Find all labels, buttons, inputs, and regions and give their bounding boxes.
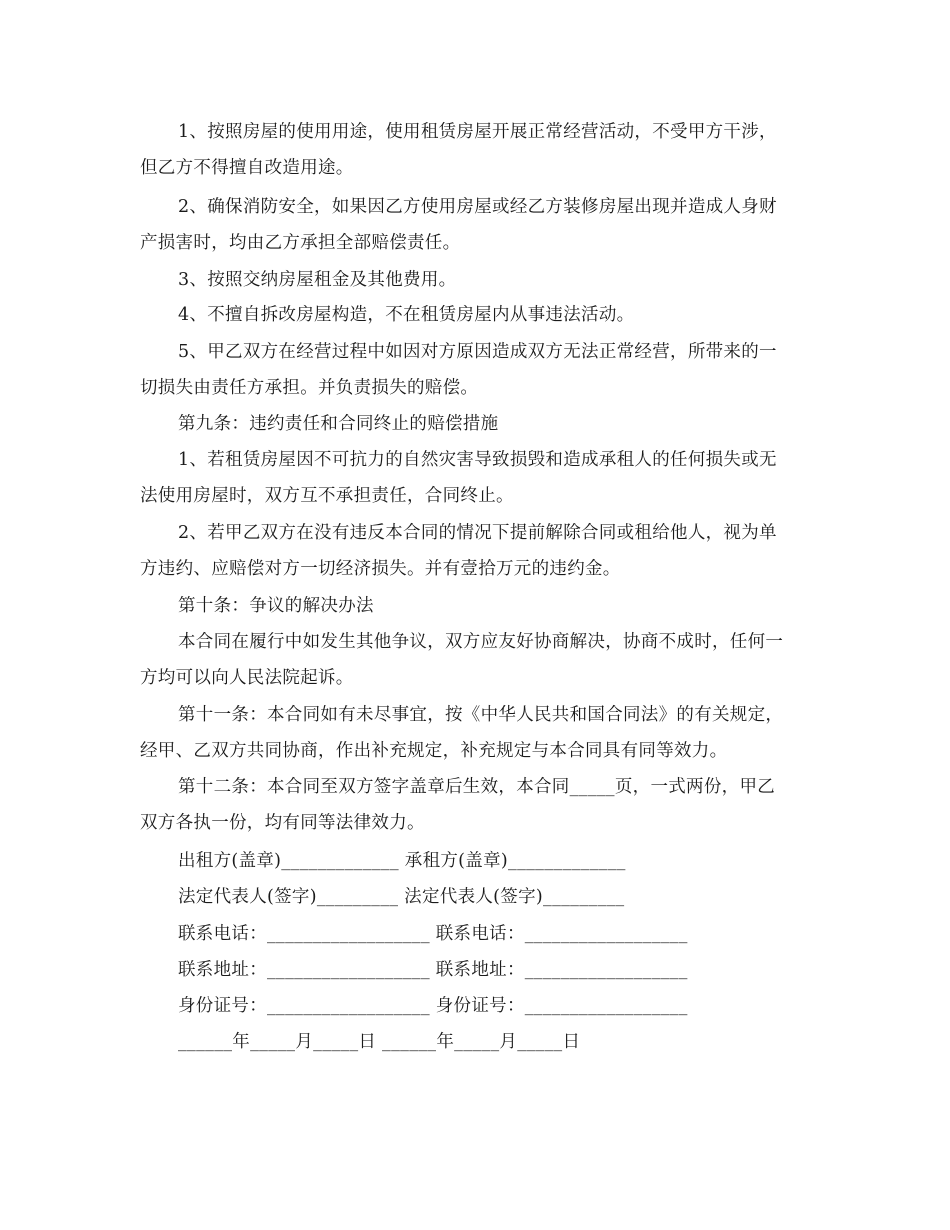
clause-8-item-4: 4、不擅自拆改房屋构造，不在租赁房屋内从事违法活动。 [178, 305, 635, 325]
clause-9-item-1-cont: 法使用房屋时，双方互不承担责任，合同终止。 [140, 486, 514, 506]
clause-10-body-cont: 方均可以向人民法院起诉。 [140, 668, 354, 688]
clause-9-item-2-cont: 方违约、应赔偿对方一切经济损失。并有壹拾万元的违约金。 [140, 559, 621, 579]
clause-11: 第十一条：本合同如有未尽事宜，按《中华人民共和国合同法》的有关规定， [178, 705, 784, 725]
clause-9-heading: 第九条：违约责任和合同终止的赔偿措施 [178, 414, 499, 434]
clause-10-body: 本合同在履行中如发生其他争议，双方应友好协商解决，协商不成时，任何一 [178, 632, 784, 652]
signature-legal-rep: 法定代表人(签字)_________ 法定代表人(签字)_________ [178, 887, 625, 907]
signature-id-number: 身份证号：__________________ 身份证号：__________________ [178, 996, 688, 1016]
clause-9-item-1: 1、若租赁房屋因不可抗力的自然灾害导致损毁和造成承租人的任何损失或无 [178, 450, 777, 470]
signature-date: ______年_____月_____日 ______年_____月_____日 [178, 1032, 581, 1052]
signature-address: 联系地址：__________________ 联系地址：__________________ [178, 960, 688, 980]
signature-phone: 联系电话：__________________ 联系电话：__________________ [178, 924, 688, 944]
clause-8-item-1-cont: 但乙方不得擅自改造用途。 [140, 158, 354, 178]
clause-9-item-2: 2、若甲乙双方在没有违反本合同的情况下提前解除合同或租给他人，视为单 [178, 523, 777, 543]
clause-12-cont: 双方各执一份，均有同等法律效力。 [140, 813, 425, 833]
clause-8-item-1: 1、按照房屋的使用用途，使用租赁房屋开展正常经营活动，不受甲方干涉， [178, 122, 777, 142]
clause-8-item-3: 3、按照交纳房屋租金及其他费用。 [178, 270, 457, 290]
clause-11-cont: 经甲、乙双方共同协商，作出补充规定，补充规定与本合同具有同等效力。 [140, 741, 728, 761]
clause-8-item-5-cont: 切损失由责任方承担。并负责损失的赔偿。 [140, 378, 479, 398]
clause-10-heading: 第十条：争议的解决办法 [178, 596, 374, 616]
clause-8-item-5: 5、甲乙双方在经营过程中如因对方原因造成双方无法正常经营，所带来的一 [178, 342, 777, 362]
clause-8-item-2-cont: 产损害时，均由乙方承担全部赔偿责任。 [140, 233, 461, 253]
clause-12: 第十二条：本合同至双方签字盖章后生效，本合同_____页，一式两份，甲乙 [178, 777, 776, 797]
signature-lessor-lessee: 出租方(盖章)_____________ 承租方(盖章)_____________ [178, 851, 626, 871]
clause-8-item-2: 2、确保消防安全，如果因乙方使用房屋或经乙方装修房屋出现并造成人身财 [178, 197, 777, 217]
